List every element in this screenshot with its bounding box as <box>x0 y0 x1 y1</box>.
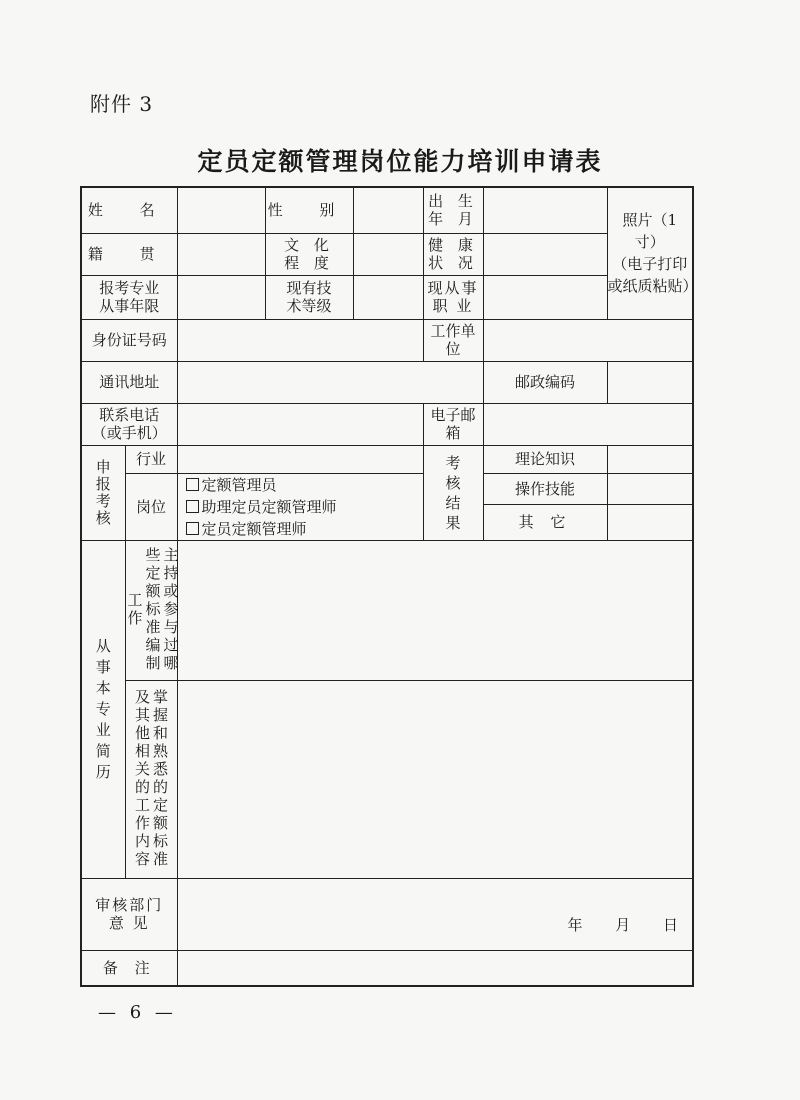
projects-field[interactable] <box>177 540 693 680</box>
approval-field[interactable] <box>177 878 693 950</box>
education-label: 文 化 程 度 <box>265 233 353 275</box>
checkbox-icon <box>186 500 199 513</box>
theory-label: 理论知识 <box>483 445 607 473</box>
page-number: — 6 — <box>98 1002 177 1023</box>
other-label: 其 它 <box>483 504 607 540</box>
birth-label: 出 生 年 月 <box>423 187 483 233</box>
name-label: 姓 名 <box>81 187 177 233</box>
checkbox-icon <box>186 522 199 535</box>
native-field[interactable] <box>177 233 265 275</box>
position-option[interactable]: 定员定额管理师 <box>186 518 423 540</box>
application-form-table <box>80 186 698 987</box>
job-field[interactable] <box>483 275 607 319</box>
tech-level-field[interactable] <box>353 275 423 319</box>
native-label: 籍 贯 <box>81 233 177 275</box>
industry-label: 行业 <box>125 445 177 473</box>
health-label: 健 康 状 况 <box>423 233 483 275</box>
approval-date: 年 月 日 <box>567 915 678 934</box>
id-number-field[interactable] <box>177 319 423 361</box>
review-result-label: 考核结果 <box>423 445 483 540</box>
mastery-field[interactable] <box>177 680 693 878</box>
industry-field[interactable] <box>177 445 423 473</box>
projects-label: 主持或参与过哪些定额标准编制工作 <box>125 540 177 680</box>
name-field[interactable] <box>177 187 265 233</box>
email-field[interactable] <box>483 403 693 445</box>
career-label: 从事本专业简历 <box>81 540 125 878</box>
mastery-label: 掌握和熟悉的定额标准及其他相关的工作内容 <box>125 680 177 878</box>
attachment-label: 附件 3 <box>90 92 154 116</box>
phone-field[interactable] <box>177 403 423 445</box>
education-field[interactable] <box>353 233 423 275</box>
checkbox-icon <box>186 478 199 491</box>
remark-field[interactable] <box>177 950 693 986</box>
tech-level-label: 现有技 术等级 <box>265 275 353 319</box>
address-label: 通讯地址 <box>81 361 177 403</box>
position-option[interactable]: 定额管理员 <box>186 474 423 496</box>
postcode-field[interactable] <box>607 361 693 403</box>
position-label: 岗位 <box>125 473 177 540</box>
other-field[interactable] <box>607 504 693 540</box>
address-field[interactable] <box>177 361 483 403</box>
employer-field[interactable] <box>483 319 693 361</box>
gender-label: 性 别 <box>265 187 353 233</box>
position-options <box>177 473 423 540</box>
employer-label: 工作单位 <box>423 319 483 361</box>
health-field[interactable] <box>483 233 607 275</box>
birth-field[interactable] <box>483 187 607 233</box>
form-title: 定员定额管理岗位能力培训申请表 <box>197 147 603 176</box>
skill-label: 操作技能 <box>483 473 607 504</box>
email-label: 电子邮箱 <box>423 403 483 445</box>
apply-label: 申报考核 <box>81 445 125 540</box>
position-option[interactable]: 助理定员定额管理师 <box>186 496 423 518</box>
approval-label: 审核部门 意 见 <box>81 878 177 950</box>
theory-field[interactable] <box>607 445 693 473</box>
major-label: 报考专业 从事年限 <box>81 275 177 319</box>
photo-box[interactable]: 照片（1寸） （电子打印 或纸质粘贴） <box>607 187 693 319</box>
major-field[interactable] <box>177 275 265 319</box>
gender-field[interactable] <box>353 187 423 233</box>
remark-label: 备 注 <box>81 950 177 986</box>
postcode-label: 邮政编码 <box>483 361 607 403</box>
phone-label: 联系电话 （或手机） <box>81 403 177 445</box>
id-number-label: 身份证号码 <box>81 319 177 361</box>
skill-field[interactable] <box>607 473 693 504</box>
job-label: 现从事 职 业 <box>423 275 483 319</box>
